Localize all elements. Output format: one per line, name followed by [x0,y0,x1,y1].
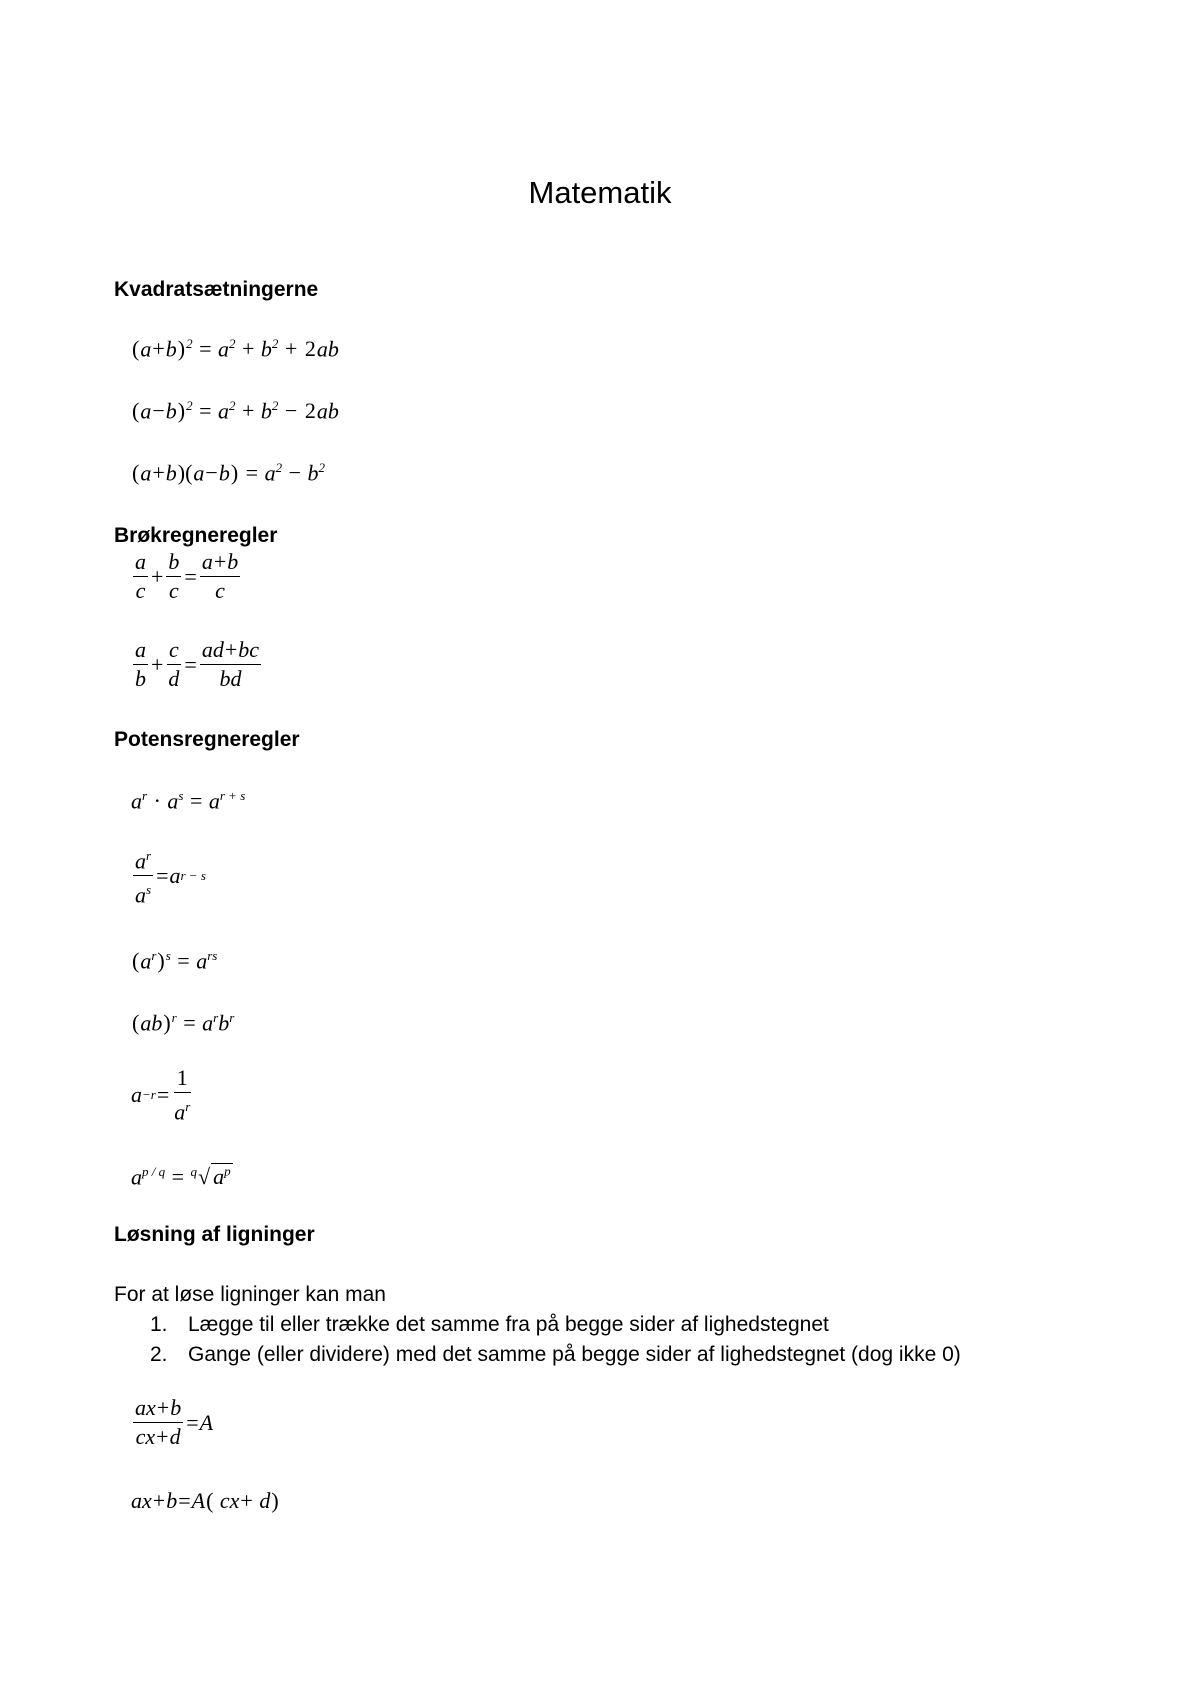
formula-equation-cleared: ax+b=A( cx+ d) [131,1488,279,1513]
heading-potensregneregler: Potensregneregler [114,728,300,751]
list-item [150,1343,961,1367]
list-item [150,1313,829,1337]
list-item-text: Lægge til eller trække det samme fra på begge sider af lighedstegnet [188,1313,829,1336]
formula-negative-exponent: a −r = $\frac{1}{a^r}$ [131,1065,191,1125]
formula-square-difference: $(a-b)^2 = a^2 + b^2 - 2ab$ [132,398,339,424]
formula-power-of-power: $(a^r)^s = a^{rs}$ [132,948,218,974]
formula-power-of-product: $(ab)^r = a^rb^r$ [132,1010,235,1036]
heading-kvadratsaetningerne: Kvadratsætningerne [114,278,319,301]
formula-fraction-different-denominator: $\frac{a}{b}$ + $\frac{c}{d}$ = $\frac{ad+bc}{bd}$ [135,637,260,691]
list-item-number: 2. [150,1343,168,1366]
list-item-text: Gange (eller dividere) med det samme på begge sider af lighedstegnet (dog ikke 0) [188,1343,961,1366]
list-item-number: 1. [150,1313,168,1336]
page-title: Matematik [528,175,672,210]
formula-square-sum: $(a+b)^2 = a^2 + b^2 + 2ab$ [132,336,339,362]
formula-equation-fraction: $\frac{ax+b}{cx+d}$ = A [135,1395,214,1449]
formula-fractional-exponent: $a^{p / q} = ^q√$ $a^p$ [131,1164,231,1190]
intro-paragraph: For at løse ligninger kan man [114,1283,386,1306]
formula-fraction-same-denominator: $\frac{a}{c}$ + $\frac{b}{c}$ = $\frac{a+b}{c}$ [135,549,239,603]
formula-conjugate-product: $(a+b)(a-b) = a^2 - b^2$ [132,460,325,486]
formula-power-quotient: $\frac{a^r}{a^s}$ = a r − s [131,842,206,910]
heading-brokregneregler: Brøkregneregler [114,524,278,547]
heading-losning-af-ligninger: Løsning af ligninger [114,1223,315,1246]
formula-power-product: $a^r \cdot a^s = a^{r + s}$ [131,788,246,814]
